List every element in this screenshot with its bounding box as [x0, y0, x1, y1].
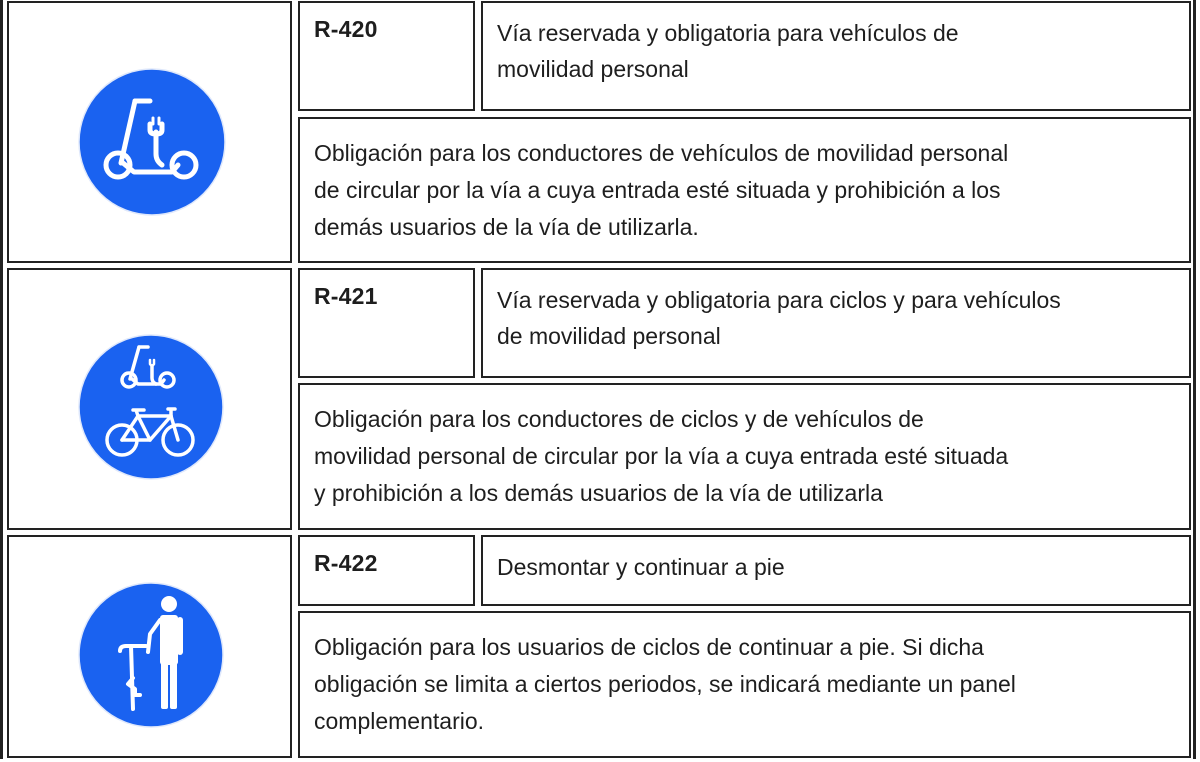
- sign-title-line: Vía reservada y obligatoria para vehículos de: [497, 20, 959, 46]
- sign-description-line: y prohibición a los demás usuarios de la vía de utilizarla: [314, 480, 883, 506]
- sign-title-line: movilidad personal: [497, 56, 689, 82]
- sign-title-cell: [481, 268, 1191, 378]
- sign-cell: [7, 268, 292, 530]
- sign-title-line: Desmontar y continuar a pie: [497, 554, 785, 580]
- sign-title-cell: [481, 1, 1191, 111]
- sign-description-cell: [298, 383, 1191, 530]
- sign-code-cell: R-420: [298, 1, 475, 111]
- pedestrian-with-bicycle-sign-icon: [78, 582, 224, 728]
- e-scooter-and-bicycle-sign-icon: [78, 334, 224, 480]
- sign-title-cell: [481, 535, 1191, 606]
- sign-description-line: Obligación para los conductores de ciclos y de vehículos de: [314, 406, 924, 432]
- sign-code-cell: R-422: [298, 535, 475, 606]
- sign-code-cell: R-421: [298, 268, 475, 378]
- sign-description-line: complementario.: [314, 708, 485, 734]
- sign-title-line: de movilidad personal: [497, 323, 721, 349]
- sign-description-line: Obligación para los conductores de vehículos de movilidad personal: [314, 140, 1009, 166]
- sign-description-line: de circular por la vía a cuya entrada esté situada y prohibición a los: [314, 177, 1001, 203]
- sign-description-cell: [298, 611, 1191, 758]
- sign-cell: [7, 535, 292, 758]
- sign-title-line: Vía reservada y obligatoria para ciclos y para vehículos: [497, 287, 1061, 313]
- e-scooter-sign-icon: [78, 68, 226, 216]
- sign-description-line: movilidad personal de circular por la vía a cuya entrada esté situada: [314, 443, 1009, 469]
- sign-description-line: demás usuarios de la vía de utilizarla.: [314, 214, 699, 240]
- sign-description-cell: [298, 117, 1191, 263]
- sign-cell: [7, 1, 292, 263]
- sign-description-line: obligación se limita a ciertos periodos, se indicará mediante un panel: [314, 671, 1016, 697]
- sign-description-line: Obligación para los usuarios de ciclos de continuar a pie. Si dicha: [314, 634, 984, 660]
